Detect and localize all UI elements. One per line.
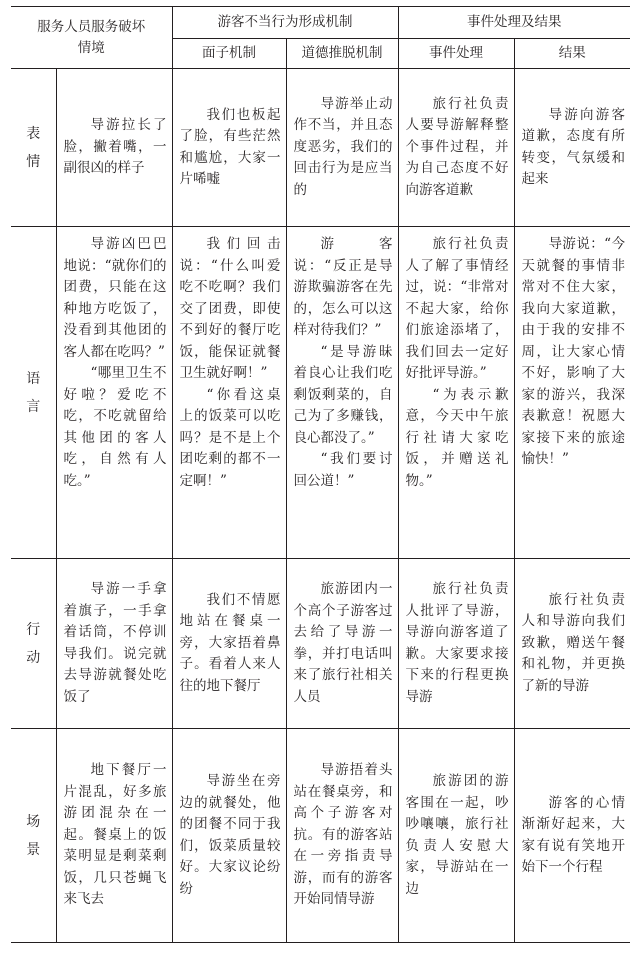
header-row-1 bbox=[11, 7, 630, 39]
face-cell bbox=[172, 729, 286, 943]
moral-cell bbox=[286, 227, 398, 559]
header-group-result: 事件处理及结果 bbox=[398, 7, 630, 39]
result-cell bbox=[514, 69, 630, 227]
result-cell bbox=[514, 227, 630, 559]
header-result: 结果 bbox=[514, 39, 630, 69]
header-group-mechanism: 游客不当行为形成机制 bbox=[172, 7, 398, 39]
cell-text: “为表示歉意，今天中午旅行社请大家吃饭，并赠送礼物。” bbox=[405, 386, 509, 489]
cell-text: 导游说：“今天就餐的事情非常对不住大家，我向大家道歉，由于我的安排不周，让大家心情不好，影响了大家的游兴，我深表歉意！祝愿大家接下来的旅途愉快！” bbox=[521, 236, 625, 467]
face-cell bbox=[172, 227, 286, 559]
cell-text: 我们也板起了脸，有些茫然和尴尬，大家一片唏嘘 bbox=[179, 106, 281, 187]
cell-text: 旅行社负责人和导游向我们致歉，赠送午餐和礼物，并更换了新的导游 bbox=[521, 591, 625, 694]
moral-cell bbox=[286, 729, 398, 943]
table-row-expression bbox=[11, 69, 630, 227]
situation-cell bbox=[56, 227, 172, 559]
face-cell bbox=[172, 69, 286, 227]
cell-text: “你看这桌上的饭菜可以吃吗？是不是上个团吃剩的都不一定啊！” bbox=[179, 386, 281, 489]
moral-cell bbox=[286, 559, 398, 729]
cell-text: “是导游昧着良心让我们吃剩饭剩菜的，自己为了多赚钱，良心都没了。” bbox=[293, 343, 393, 446]
table-row-action bbox=[11, 559, 630, 729]
cell-text: “我们要讨回公道！” bbox=[293, 451, 393, 489]
cell-text: 导游凶巴巴地说：“就你们的团费，只能在这种地方吃饭了，没看到其他团的客人都在吃吗？” bbox=[63, 236, 167, 360]
table-row-scene bbox=[11, 729, 630, 943]
category-cell: 语言 bbox=[11, 227, 56, 559]
cell-text: 旅行社负责人了解了事情经过，说：“非常对不起大家，给你们旅途添堵了，我们回去一定好好批评导游。” bbox=[405, 236, 509, 381]
header-handling: 事件处理 bbox=[398, 39, 514, 69]
cell-text: 我们回击说：“什么叫爱吃不吃啊？我们交了团费，即使不到好的餐厅吃饭，能保证就餐卫生就好啊！” bbox=[179, 236, 281, 381]
handling-cell bbox=[398, 69, 514, 227]
handling-cell bbox=[398, 729, 514, 943]
face-cell bbox=[172, 559, 286, 729]
result-cell bbox=[514, 729, 630, 943]
header-face: 面子机制 bbox=[172, 39, 286, 69]
result-cell bbox=[514, 559, 630, 729]
case-table bbox=[11, 6, 630, 943]
handling-cell bbox=[398, 227, 514, 559]
category-cell: 表情 bbox=[11, 69, 56, 227]
situation-cell bbox=[56, 559, 172, 729]
header-moral: 道德推脱机制 bbox=[286, 39, 398, 69]
cell-text: 游客的心情渐渐好起来，大家有说有笑地开始下一个行程 bbox=[521, 794, 625, 875]
cell-text: 我们不情愿地站在餐桌一旁，大家捂着鼻子。看着人来人往的地下餐厅 bbox=[179, 591, 281, 694]
category-cell: 场景 bbox=[11, 729, 56, 943]
moral-cell bbox=[286, 69, 398, 227]
cell-text: 导游拉长了脸，撇着嘴，一副很凶的样子 bbox=[63, 117, 167, 177]
cell-text: “哪里卫生不好啦？爱吃不吃，不吃就留给其他团的客人吃，自然有人吃。” bbox=[63, 365, 167, 489]
cell-text: 旅游团的游客围在一起，吵吵嚷嚷，旅行社负责人安慰大家，导游站在一边 bbox=[405, 773, 509, 897]
cell-text: 地下餐厅一片混乱，好多旅游团混杂在一起。餐桌上的饭菜明显是剩菜剩饭，几只苍蝇飞来飞去 bbox=[63, 762, 167, 908]
cell-text: 旅游团内一个高个子游客过去给了导游一拳，并打电话叫来了旅行社相关人员 bbox=[293, 581, 393, 705]
situation-cell bbox=[56, 69, 172, 227]
table-row-language bbox=[11, 227, 630, 559]
header-situation: 服务人员服务破坏情境 bbox=[11, 7, 172, 69]
cell-text: 导游向游客道歉，态度有所转变，气氛缓和起来 bbox=[521, 106, 625, 187]
cell-text: 旅行社负责人批评了导游，导游向游客道了歉。大家要求接下来的行程更换导游 bbox=[405, 581, 509, 705]
handling-cell bbox=[398, 559, 514, 729]
category-cell: 行动 bbox=[11, 559, 56, 729]
cell-text: 导游坐在旁边的就餐处，他的团餐不同于我们，饭菜质量较好。大家议论纷纷 bbox=[179, 773, 281, 897]
situation-cell bbox=[56, 729, 172, 943]
cell-text: 旅行社负责人要导游解释整个事件过程，并为自己态度不好向游客道歉 bbox=[405, 95, 509, 198]
cell-text: 游客说：“反正是导游欺骗游客在先的，怎么可以这样对待我们？” bbox=[293, 236, 393, 338]
cell-text: 导游一手拿着旗子，一手拿着话筒，不停训导我们。说完就去导游就餐处吃饭了 bbox=[63, 581, 167, 705]
cell-text: 导游捂着头站在餐桌旁，和高个子游客对抗。有的游客站在一旁指责导游，而有的游客开始同情导游 bbox=[293, 762, 393, 908]
cell-text: 导游举止动作不当，并且态度恶劣，我们的回击行为是应当的 bbox=[293, 95, 393, 198]
